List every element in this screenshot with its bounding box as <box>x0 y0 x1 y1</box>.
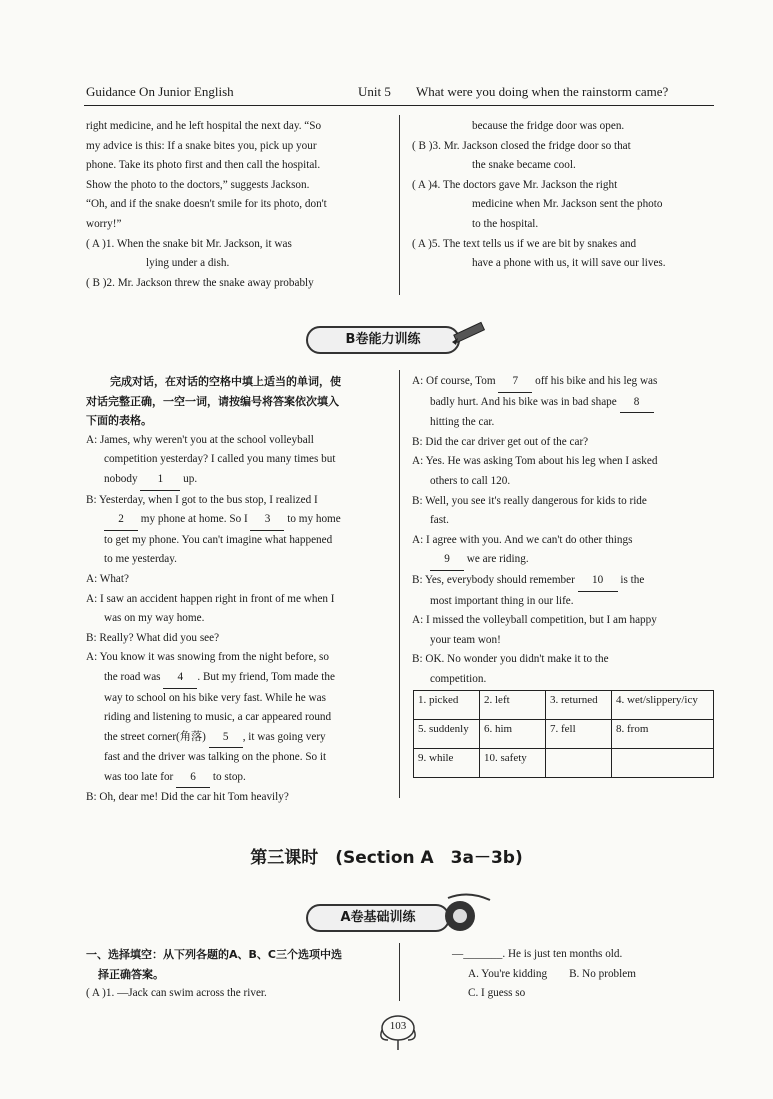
blank-4: 4 <box>163 668 197 689</box>
dialogue-line: B: Really? What did you see? <box>86 631 220 644</box>
dialogue-line: to get my phone. You can't imagine what happened <box>104 533 333 546</box>
header-rule <box>84 105 714 106</box>
dialogue-line: A: I missed the volleyball competition, but I am happy <box>412 614 657 627</box>
dialogue-line <box>86 470 388 491</box>
dialogue-text: , it was going very <box>242 730 326 743</box>
instruction-line: 一、选择填空：从下列各题的A、B、C三个选项中选 <box>86 948 342 961</box>
exercise-right-column <box>412 945 714 1004</box>
section-title: 第三课时 (Section A 3a－3b) <box>250 848 523 868</box>
dialogue-text: B: Yes, everybody should remember <box>412 573 575 586</box>
answer-mark: ( B ) <box>86 276 107 289</box>
dialogue-line: was on my way home. <box>104 612 205 625</box>
reading-line: “Oh, and if the snake doesn't smile for its photo, don't <box>86 198 327 211</box>
dialogue-line: others to call 120. <box>430 474 511 487</box>
table-cell: 3. returned <box>546 691 612 720</box>
dialogue-line: riding and listening to music, a car appeared round <box>104 711 332 724</box>
dialogue-text: we are riding. <box>466 553 529 566</box>
table-row <box>414 720 714 749</box>
exercise-response: —_______. He is just ten months old. <box>452 948 623 960</box>
header-unit: Unit 5 <box>358 84 391 99</box>
reading-line: Show the photo to the doctors,” suggests Jackson. <box>86 178 310 191</box>
blank-5: 5 <box>209 728 243 749</box>
exercise-left-column <box>86 945 388 1004</box>
dialogue-line <box>86 668 388 689</box>
dialogue-text: off his bike and his leg was <box>535 375 658 387</box>
dialogue-text: was too late for <box>104 770 174 783</box>
section-a-badge <box>306 904 450 932</box>
reading-line: phone. Take its photo first and then call the hospital. <box>86 159 321 172</box>
header-book-title: Guidance On Junior English <box>86 84 234 99</box>
blank-2: 2 <box>104 510 138 531</box>
table-cell: 4. wet/slippery/icy <box>612 691 714 720</box>
dialogue-text: badly hurt. And his bike was in bad shape <box>430 395 617 408</box>
page-number: 103 <box>389 1020 407 1032</box>
dialogue-line: B: Oh, dear me! Did the car hit Tom heavily? <box>86 791 289 804</box>
table-cell <box>546 749 612 778</box>
reading-line: worry!” <box>86 217 122 230</box>
question-2 <box>86 274 388 294</box>
question-text: 2. Mr. Jackson threw the snake away probably <box>106 276 314 289</box>
question-text: 1. When the snake bit Mr. Jackson, it was <box>105 237 292 250</box>
dialogue-line: B: Well, you see it's really dangerous for kids to ride <box>412 494 647 507</box>
table-cell: 5. suddenly <box>414 720 480 749</box>
dialogue-line: most important thing in our life. <box>430 594 574 607</box>
dialogue-line: competition. <box>430 672 487 685</box>
dialogue-text: the road was <box>104 670 161 683</box>
table-row <box>414 691 714 720</box>
blank-8: 8 <box>620 393 654 414</box>
question-4 <box>412 176 714 196</box>
dialogue-line: fast and the driver was talking on the phone. So it <box>104 751 327 764</box>
dialogue-line: competition yesterday? I called you many times but <box>104 453 336 466</box>
answer-mark: ( A ) <box>412 178 432 191</box>
reading-line: right medicine, and he left hospital the next day. “So <box>86 120 322 132</box>
dialogue-line <box>412 372 714 393</box>
dialogue-text: the street corner(角落) <box>104 730 206 743</box>
blank-6: 6 <box>176 768 210 789</box>
dialogue-line: hitting the car. <box>430 416 495 429</box>
dialogue-left-column <box>86 372 388 808</box>
dialogue-line: B: Yesterday, when I got to the bus stop, I realized I <box>86 493 318 506</box>
table-cell: 9. while <box>414 749 480 778</box>
dialogue-text: is the <box>620 573 645 586</box>
table-cell: 1. picked <box>414 691 480 720</box>
answer-mark: ( A ) <box>412 237 432 250</box>
question-text: 4. The doctors gave Mr. Jackson the right <box>431 178 618 191</box>
dialogue-line: A: What? <box>86 572 129 585</box>
table-cell <box>612 749 714 778</box>
answer-mark: ( A ) <box>86 987 106 1000</box>
table-cell: 8. from <box>612 720 714 749</box>
dialogue-line <box>412 393 714 414</box>
reading-left-column <box>86 117 388 293</box>
answer-mark: ( B ) <box>412 139 433 152</box>
dialogue-line: way to school on his bike very fast. While he was <box>104 691 326 704</box>
exercise-options <box>412 965 714 985</box>
dialogue-text: A: Of course, Tom <box>412 375 496 387</box>
blank-10: 10 <box>578 571 618 592</box>
table-cell: 7. fell <box>546 720 612 749</box>
dialogue-line: fast. <box>430 514 449 527</box>
dialogue-line: A: James, why weren't you at the school volleyball <box>86 433 314 446</box>
blank-1: 1 <box>140 470 180 491</box>
blank-3: 3 <box>250 510 284 531</box>
question-1 <box>86 235 388 255</box>
dialogue-text: my phone at home. So I <box>140 513 248 526</box>
column-divider <box>399 370 400 798</box>
table-row <box>414 749 714 778</box>
question-text: 5. The text tells us if we are bit by snakes and <box>431 237 637 250</box>
header-unit-title: What were you doing when the rainstorm came? <box>416 84 669 99</box>
dialogue-right-column <box>412 372 714 690</box>
dialogue-line <box>412 550 714 571</box>
dialogue-line: B: OK. No wonder you didn't make it to the <box>412 653 609 666</box>
dialogue-line: to me yesterday. <box>104 553 177 566</box>
dialogue-text: nobody <box>104 472 138 485</box>
dialogue-text: to stop. <box>212 770 246 783</box>
dialogue-line <box>412 571 714 592</box>
question-3 <box>412 137 714 157</box>
answer-table <box>413 690 714 778</box>
question-1-cont: lying under a dish. <box>146 257 230 270</box>
table-cell: 6. him <box>480 720 546 749</box>
reading-right-column <box>412 117 714 274</box>
question-3-cont: the snake became cool. <box>472 159 576 172</box>
question-2-cont: because the fridge door was open. <box>472 120 625 132</box>
option-b: B. No problem <box>569 967 636 980</box>
reading-line: my advice is this: If a snake bites you, pick up your <box>86 139 317 152</box>
table-cell: 2. left <box>480 691 546 720</box>
instruction-line: 下面的表格。 <box>86 414 152 428</box>
dialogue-line <box>86 768 388 789</box>
exercise-question-1 <box>86 984 388 1004</box>
question-5 <box>412 235 714 255</box>
dialogue-text: . But my friend, Tom made the <box>197 670 335 683</box>
section-b-badge <box>306 326 460 354</box>
option-c: C. I guess so <box>468 987 526 1000</box>
pencil-icon <box>450 318 490 348</box>
instruction-line: 择正确答案。 <box>98 967 164 981</box>
dialogue-text: to my home <box>287 513 341 526</box>
dialogue-line: B: Did the car driver get out of the car? <box>412 435 589 448</box>
dialogue-line: A: I agree with you. And we can't do other things <box>412 533 633 546</box>
blank-9: 9 <box>430 550 464 571</box>
option-a: A. You're kidding <box>468 967 548 980</box>
question-4-cont: to the hospital. <box>472 217 539 230</box>
instruction-line: 对话完整正确，一空一词，请按编号将答案依次填入 <box>86 394 339 408</box>
dialogue-line: A: I saw an accident happen right in front of me when I <box>86 592 335 605</box>
column-divider <box>399 115 400 295</box>
dialogue-text: up. <box>183 472 198 485</box>
question-4-cont: medicine when Mr. Jackson sent the photo <box>472 198 663 211</box>
section-a-badge-label: A卷基础训练 <box>340 910 416 925</box>
blank-7: 7 <box>498 372 532 393</box>
dialogue-line: your team won! <box>430 633 501 646</box>
question-text: 3. Mr. Jackson closed the fridge door so that <box>432 139 631 152</box>
dialogue-line: A: You know it was snowing from the night before, so <box>86 651 330 664</box>
dialogue-line: A: Yes. He was asking Tom about his leg when I asked <box>412 455 658 468</box>
question-5-cont: have a phone with us, it will save our lives. <box>472 257 666 270</box>
column-divider <box>399 943 400 1001</box>
answer-mark: ( A ) <box>86 237 106 250</box>
instruction-line: 完成对话，在对话的空格中填上适当的单词，使 <box>110 375 341 388</box>
wheel-icon <box>438 890 494 936</box>
dialogue-line <box>86 728 388 749</box>
section-b-badge-label: B卷能力训练 <box>345 332 421 347</box>
question-text: 1. —Jack can swim across the river. <box>105 987 267 1000</box>
table-cell: 10. safety <box>480 749 546 778</box>
dialogue-line <box>86 510 388 531</box>
